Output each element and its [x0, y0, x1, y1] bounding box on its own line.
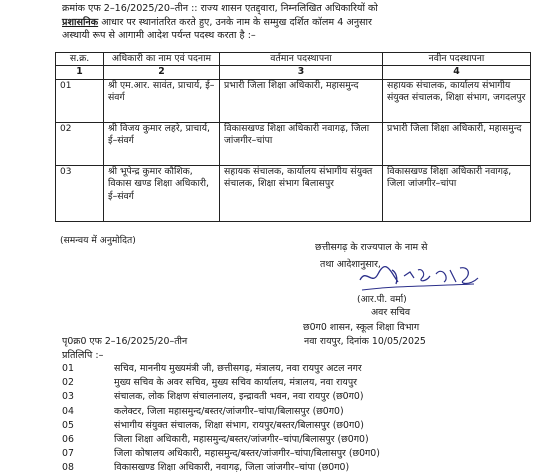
header-current-posting: वर्तमान पदस्थापना	[220, 53, 383, 66]
list-item-text: संभागीय संयुक्त संचालक, शिक्षा संभाग, रायपुर/बस्तर/बिलासपुर (छ0ग0)	[114, 419, 364, 431]
department-line: छ0ग0 शासन, स्कूल शिक्षा विभाग	[303, 322, 420, 333]
list-item-text: जिला कोषालय अधिकारी, महासमुन्द/बस्तर/जांजगीर–चांपा/बिलासपुर (छ0ग0)	[114, 448, 380, 460]
list-item-number: 02	[62, 377, 74, 389]
list-item	[62, 419, 532, 433]
place-date-line: नवा रायपुर, दिनांक 10/05/2025	[304, 336, 426, 347]
table-column-number-row	[56, 66, 531, 79]
intro-underlined-word: प्रशासनिक	[62, 16, 99, 28]
list-item-text: मुख्य सचिव के अवर सचिव, मुख्य सचिव कार्यालय, मंत्रालय, नवा रायपुर	[114, 377, 357, 389]
copy-list	[62, 362, 532, 476]
list-item-number: 01	[62, 363, 74, 374]
list-item-text: जिला शिक्षा अधिकारी, महासमुन्द/बस्तर/जांजगीर–चांपा/बिलासपुर (छ0ग0)	[114, 433, 369, 445]
row-officer-name: श्री एम.आर. सावंत, प्राचार्य, ई–संवर्ग	[104, 79, 220, 122]
row-current-posting: प्रभारी जिला शिक्षा अधिकारी, महासमुन्द	[220, 79, 383, 122]
list-item-text: कलेक्टर, जिला महासमुन्द/बस्तर/जांजगीर–चांपा/बिलासपुर (छ0ग0)	[114, 405, 344, 417]
list-item	[62, 433, 532, 447]
list-item	[62, 376, 532, 390]
intro-line-2	[62, 16, 532, 30]
column-number: 2	[104, 66, 220, 79]
table-row	[56, 165, 531, 221]
signer-name: (आर.पी. वर्मा)	[357, 294, 407, 305]
list-item-number: 03	[62, 391, 74, 403]
header-officer-name: अधिकारी का नाम एवं पदनाम	[104, 53, 220, 66]
order-intro-paragraph	[62, 2, 532, 43]
governor-line-2: तथा आदेशानुसार,	[320, 259, 381, 270]
row-officer-name: श्री विजय कुमार लहरे, प्राचार्य, ई–संवर्ग	[104, 122, 220, 165]
row-serial: 02	[56, 122, 104, 165]
list-item-text: विकासखण्ड शिक्षा अधिकारी, नवागढ़, जिला जांजगीर–चांपा (छ0ग0)	[114, 462, 350, 474]
row-serial: 03	[56, 165, 104, 221]
intro-line-3: अस्थायी रूप से आगामी आदेश पर्यन्त पदस्थ करता है :–	[62, 30, 256, 42]
list-item	[62, 447, 532, 461]
header-new-posting: नवीन पदस्थापना	[383, 53, 531, 66]
column-number: 1	[56, 66, 104, 79]
endorsement-number: पृ0क्र0 एफ 2–16/2025/20–तीन	[62, 336, 188, 347]
list-item-text: संचालक, लोक शिक्षण संचालनालय, इन्द्रावती भवन, नवा रायपुर (छ0ग0)	[114, 391, 364, 403]
list-item	[62, 390, 532, 404]
list-item-number: 05	[62, 419, 74, 431]
column-number: 4	[383, 66, 531, 79]
row-new-posting: सहायक संचालक, कार्यालय संभागीय संयुक्त संचालक, शिक्षा संभाग, जगदलपुर	[383, 79, 531, 122]
list-item-number: 04	[62, 405, 74, 417]
row-officer-name: श्री भूपेन्द्र कुमार कौशिक, विकास खण्ड शिक्षा अधिकारी, ई–संवर्ग	[104, 165, 220, 221]
list-item	[62, 461, 532, 475]
table-row	[56, 122, 531, 165]
table-row	[56, 79, 531, 122]
list-item-number: 07	[62, 448, 74, 460]
list-item-number: 08	[62, 462, 74, 474]
list-item-number: 06	[62, 433, 74, 445]
header-serial: स.क्र.	[56, 53, 104, 66]
list-item	[62, 405, 532, 419]
row-new-posting: विकासखण्ड शिक्षा अधिकारी नवागढ़, जिला जांजगीर–चांपा	[383, 165, 531, 221]
list-item	[62, 362, 532, 376]
approval-note: (समन्वय में अनुमोदित)	[60, 235, 136, 246]
copy-heading: प्रतिलिपि :–	[62, 350, 104, 361]
row-serial: 01	[56, 79, 104, 122]
list-item-text: सचिव, माननीय मुख्यमंत्री जी, छत्तीसगढ़, मंत्रालय, नवा रायपुर अटल नगर	[114, 363, 362, 374]
row-current-posting: विकासखण्ड शिक्षा अधिकारी नवागढ़, जिला जांजगीर–चांपा	[220, 122, 383, 165]
signer-designation: अवर सचिव	[371, 307, 411, 318]
transfer-table	[55, 52, 531, 222]
intro-line-2-rest: आधार पर स्थानांतरित करते हुए, उनके नाम के सम्मुख दर्शित कॉलम 4 अनुसार	[98, 16, 372, 28]
row-current-posting: सहायक संचालक, कार्यालय संभागीय संयुक्त संचालक, शिक्षा संभाग बिलासपुर	[220, 165, 383, 221]
table-header-row	[56, 53, 531, 66]
row-new-posting: प्रभारी जिला शिक्षा अधिकारी, महासमुन्द	[383, 122, 531, 165]
governor-line-1: छत्तीसगढ़ के राज्यपाल के नाम से	[315, 242, 428, 253]
intro-line-1: क्रमांक एफ 2–16/2025/20–तीन :: राज्य शासन एतद्द्वारा, निम्नलिखित अधिकारियों को	[62, 3, 378, 14]
column-number: 3	[220, 66, 383, 79]
